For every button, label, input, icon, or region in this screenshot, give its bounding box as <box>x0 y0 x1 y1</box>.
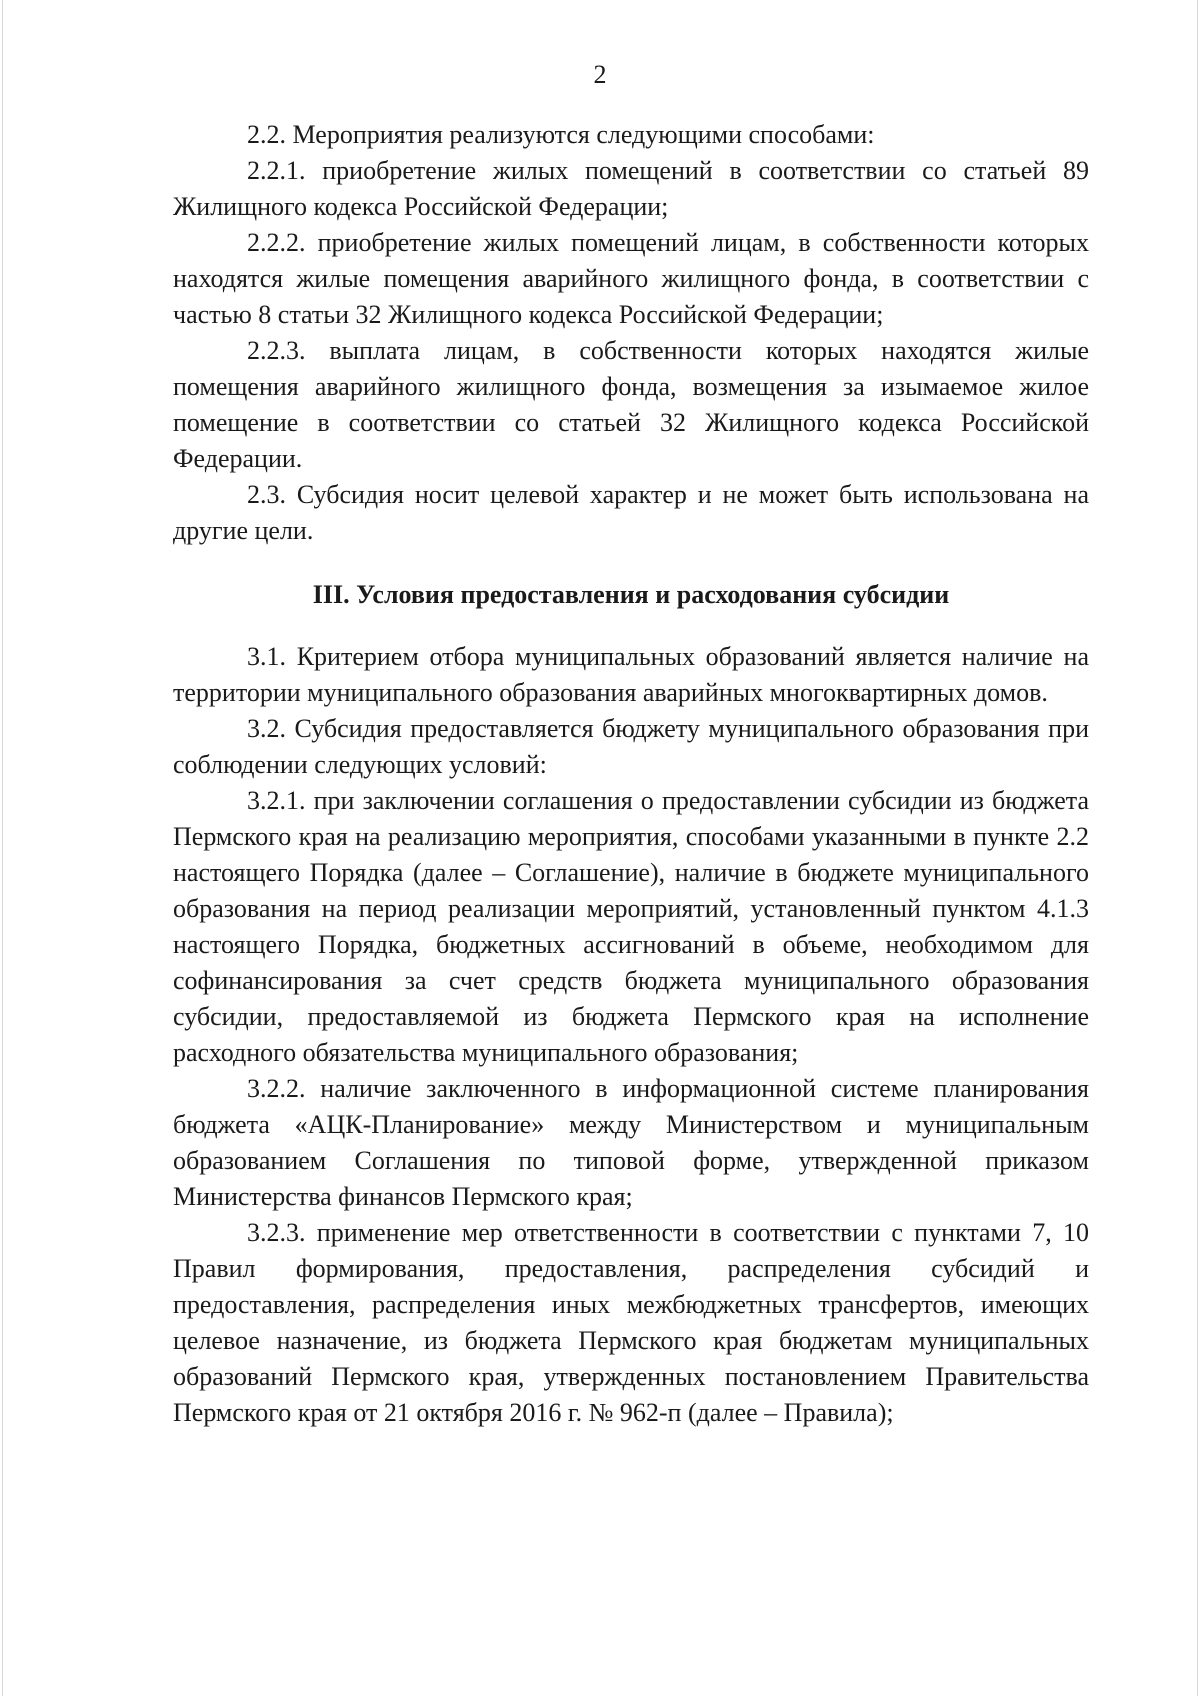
paragraph-2-2: 2.2. Мероприятия реализуются следующими способами: <box>247 120 875 149</box>
paragraph-2-2-2: 2.2.2. приобретение жилых помещений лицам, в собственности которых находятся жилые помещения аварийного жилищного фонда, в соответствии с частью 8 статьи 32 Жилищного кодекса Российской Федерации; <box>173 228 1089 329</box>
paragraph-3-1: 3.1. Критерием отбора муниципальных образований является наличие на территории муниципального образования аварийных многоквартирных домов. <box>173 642 1089 707</box>
paragraph-3-2-1: 3.2.1. при заключении соглашения о предоставлении субсидии из бюджета Пермского края на реализацию мероприятия, способами указанными в пункте 2.2 настоящего Порядка (далее – Соглашение), наличие в бюджете муниципального образования на период реализации мероприятий, установленный пунктом 4.1.3 настоящего Порядка, бюджетных ассигнований в объеме, необходимом для софинансирования за счет средств бюджета муниципального образования субсидии, предоставляемой из бюджета Пермского края на исполнение расходного обязательства муниципального образования; <box>173 786 1089 1067</box>
document-body <box>173 117 1089 1431</box>
section-heading: III. Условия предоставления и расходования субсидии <box>312 580 950 609</box>
paragraph-3-2-3: 3.2.3. применение мер ответственности в соответствии с пунктами 7, 10 Правил формирования, предоставления, распределения субсидий и предоставления, распределения иных межбюджетных трансфертов, имеющих целевое назначение, из бюджета Пермского края бюджетам муниципальных образований Пермского края, утвержденных постановлением Правительства Пермского края от 21 октября 2016 г. № 962-п (далее – Правила); <box>173 1218 1089 1427</box>
paragraph-2-2-3: 2.2.3. выплата лицам, в собственности которых находятся жилые помещения аварийного жилищного фонда, возмещения за изымаемое жилое помещение в соответствии со статьей 32 Жилищного кодекса Российской Федерации. <box>173 336 1089 473</box>
page-number: 2 <box>593 60 607 89</box>
scan-edge-left <box>2 0 3 1696</box>
paragraph-2-3: 2.3. Субсидия носит целевой характер и не может быть использована на другие цели. <box>173 480 1089 545</box>
scan-edge-right <box>1197 0 1198 1696</box>
paragraph-3-2-2: 3.2.2. наличие заключенного в информационной системе планирования бюджета «АЦК-Планирование» между Министерством и муниципальным образованием Соглашения по типовой форме, утвержденной приказом Министерства финансов Пермского края; <box>173 1074 1089 1211</box>
paragraph-2-2-1: 2.2.1. приобретение жилых помещений в соответствии со статьей 89 Жилищного кодекса Российской Федерации; <box>173 156 1089 221</box>
paragraph-3-2: 3.2. Субсидия предоставляется бюджету муниципального образования при соблюдении следующих условий: <box>173 714 1089 779</box>
